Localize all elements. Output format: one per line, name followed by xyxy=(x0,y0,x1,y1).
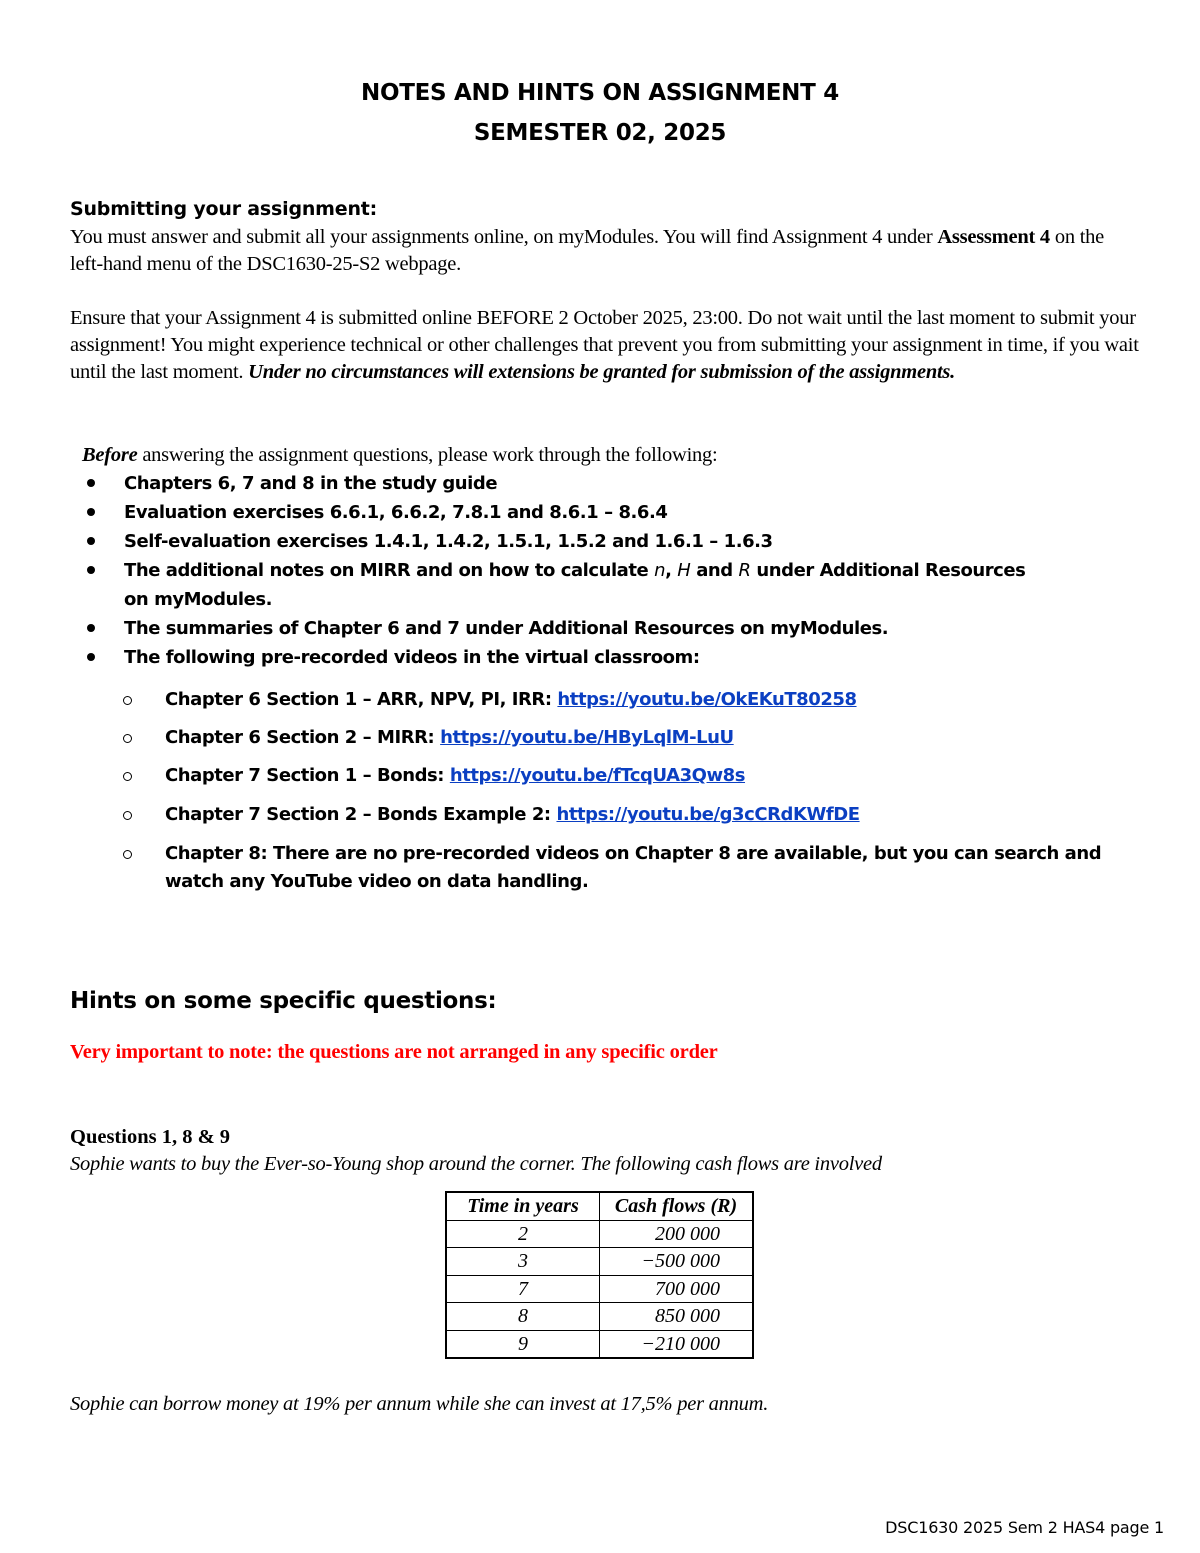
page-title: NOTES AND HINTS ON ASSIGNMENT 4 xyxy=(361,80,839,106)
list-item xyxy=(84,556,1084,614)
list-item-text: under Additional Resources xyxy=(750,560,1026,581)
list-item-text: Chapters 6, 7 and 8 in the study guide xyxy=(124,473,498,494)
video-label: Chapter 6 Section 2 – MIRR: xyxy=(165,727,441,748)
list-item xyxy=(84,643,1084,672)
bullet-icon xyxy=(87,653,95,661)
cash-flow-cell: 850 000 xyxy=(600,1303,754,1331)
submitting-paragraph-1 xyxy=(70,224,1140,278)
table-row xyxy=(446,1303,753,1331)
list-item-text: The summaries of Chapter 6 and 7 under Additional Resources on myModules. xyxy=(124,618,889,639)
question-outro: Sophie can borrow money at 19% per annum while she can invest at 17,5% per annum. xyxy=(70,1393,769,1415)
column-header-time: Time in years xyxy=(446,1192,600,1220)
list-item xyxy=(123,801,1123,829)
list-item xyxy=(84,498,1084,527)
hints-heading: Hints on some specific questions: xyxy=(70,988,497,1014)
list-item xyxy=(123,840,1123,896)
before-emphasis: Before xyxy=(82,444,138,466)
question-intro: Sophie wants to buy the Ever-so-Young shop around the corner. The following cash flows are involved xyxy=(70,1153,882,1175)
video-link[interactable]: https://youtu.be/HByLqlM-LuU xyxy=(440,727,734,748)
video-link[interactable]: https://youtu.be/g3cCRdKWfDE xyxy=(556,804,860,825)
circle-bullet-icon xyxy=(123,811,132,820)
circle-bullet-icon xyxy=(123,772,132,781)
time-cell: 9 xyxy=(446,1330,600,1358)
no-extensions-warning: Under no circumstances will extensions be granted for submission of the assignments. xyxy=(248,361,956,383)
table-header-row xyxy=(446,1192,753,1220)
cash-flow-table xyxy=(445,1191,754,1359)
time-cell: 3 xyxy=(446,1248,600,1276)
video-label: Chapter 6 Section 1 – ARR, NPV, PI, IRR: xyxy=(165,689,558,710)
list-item-text: and xyxy=(690,560,739,581)
table-row xyxy=(446,1275,753,1303)
video-label: Chapter 7 Section 1 – Bonds: xyxy=(165,765,450,786)
bullet-icon xyxy=(87,566,95,574)
submitting-p1-text-a: You must answer and submit all your assignments online, on myModules. You will find Assignment 4 under xyxy=(70,226,938,248)
list-item xyxy=(123,724,1123,752)
cash-flow-cell: 200 000 xyxy=(600,1220,754,1248)
video-list xyxy=(123,840,1123,896)
list-item xyxy=(123,762,1123,790)
list-item-text: Self-evaluation exercises 1.4.1, 1.4.2, 1.5.1, 1.5.2 and 1.6.1 – 1.6.3 xyxy=(124,531,773,552)
video-list xyxy=(123,686,1123,714)
time-cell: 2 xyxy=(446,1220,600,1248)
table-row xyxy=(446,1248,753,1276)
bullet-icon xyxy=(87,624,95,632)
cash-flow-cell: 700 000 xyxy=(600,1275,754,1303)
table-row xyxy=(446,1330,753,1358)
list-item-text: The following pre-recorded videos in the virtual classroom: xyxy=(124,647,700,668)
list-item-text: on myModules. xyxy=(124,589,272,610)
time-cell: 8 xyxy=(446,1303,600,1331)
column-header-cash-flows: Cash flows (R) xyxy=(600,1192,754,1220)
table-row xyxy=(446,1220,753,1248)
video-list xyxy=(123,801,1123,829)
list-item-text: , xyxy=(665,560,678,581)
chapter8-note: watch any YouTube video on data handling. xyxy=(165,871,589,892)
before-intro xyxy=(82,442,1152,469)
circle-bullet-icon xyxy=(123,734,132,743)
bullet-icon xyxy=(87,479,95,487)
page-subtitle: SEMESTER 02, 2025 xyxy=(473,120,727,146)
list-item xyxy=(123,686,1123,714)
page-footer: DSC1630 2025 Sem 2 HAS4 page 1 xyxy=(885,1518,1164,1537)
study-checklist xyxy=(84,469,1084,672)
variable-r: R xyxy=(738,560,751,581)
video-link[interactable]: https://youtu.be/fTcqUA3Qw8s xyxy=(449,765,746,786)
video-list xyxy=(123,762,1123,790)
list-item-text: Evaluation exercises 6.6.1, 6.6.2, 7.8.1 and 8.6.1 – 8.6.4 xyxy=(124,502,668,523)
video-link[interactable]: https://youtu.be/OkEKuT80258 xyxy=(557,689,857,710)
submitting-p2-text: Ensure that your Assignment 4 is submitted online BEFORE 2 October 2025, 23:00. Do not wait until the last moment to submit your assignment! You might experience technical or other challenges that prevent you from submitting your assignment in time, if you wait until the last moment. xyxy=(70,307,1139,383)
submitting-heading: Submitting your assignment: xyxy=(70,198,378,220)
video-label: Chapter 7 Section 2 – Bonds Example 2: xyxy=(165,804,557,825)
circle-bullet-icon xyxy=(123,850,132,859)
variable-n: n xyxy=(654,560,666,581)
list-item-text: The additional notes on MIRR and on how to calculate xyxy=(124,560,655,581)
before-intro-text: answering the assignment questions, please work through the following: xyxy=(137,444,718,466)
cash-flow-cell: −500 000 xyxy=(600,1248,754,1276)
submitting-p1-text-b: on the left-hand menu of the DSC1630-25-S2 webpage. xyxy=(70,226,1104,275)
chapter8-note: Chapter 8: There are no pre-recorded videos on Chapter 8 are available, but you can search and xyxy=(165,843,1102,864)
variable-h: H xyxy=(677,560,691,581)
question-heading: Questions 1, 8 & 9 xyxy=(70,1126,231,1148)
video-list xyxy=(123,724,1123,752)
list-item xyxy=(84,527,1084,556)
bullet-icon xyxy=(87,537,95,545)
circle-bullet-icon xyxy=(123,696,132,705)
cash-flow-cell: −210 000 xyxy=(600,1330,754,1358)
list-item xyxy=(84,469,1084,498)
list-item xyxy=(84,614,1084,643)
bullet-icon xyxy=(87,508,95,516)
time-cell: 7 xyxy=(446,1275,600,1303)
important-note: Very important to note: the questions are not arranged in any specific order xyxy=(70,1041,718,1063)
submitting-paragraph-2 xyxy=(70,305,1140,386)
assessment-4-label: Assessment 4 xyxy=(937,226,1050,248)
